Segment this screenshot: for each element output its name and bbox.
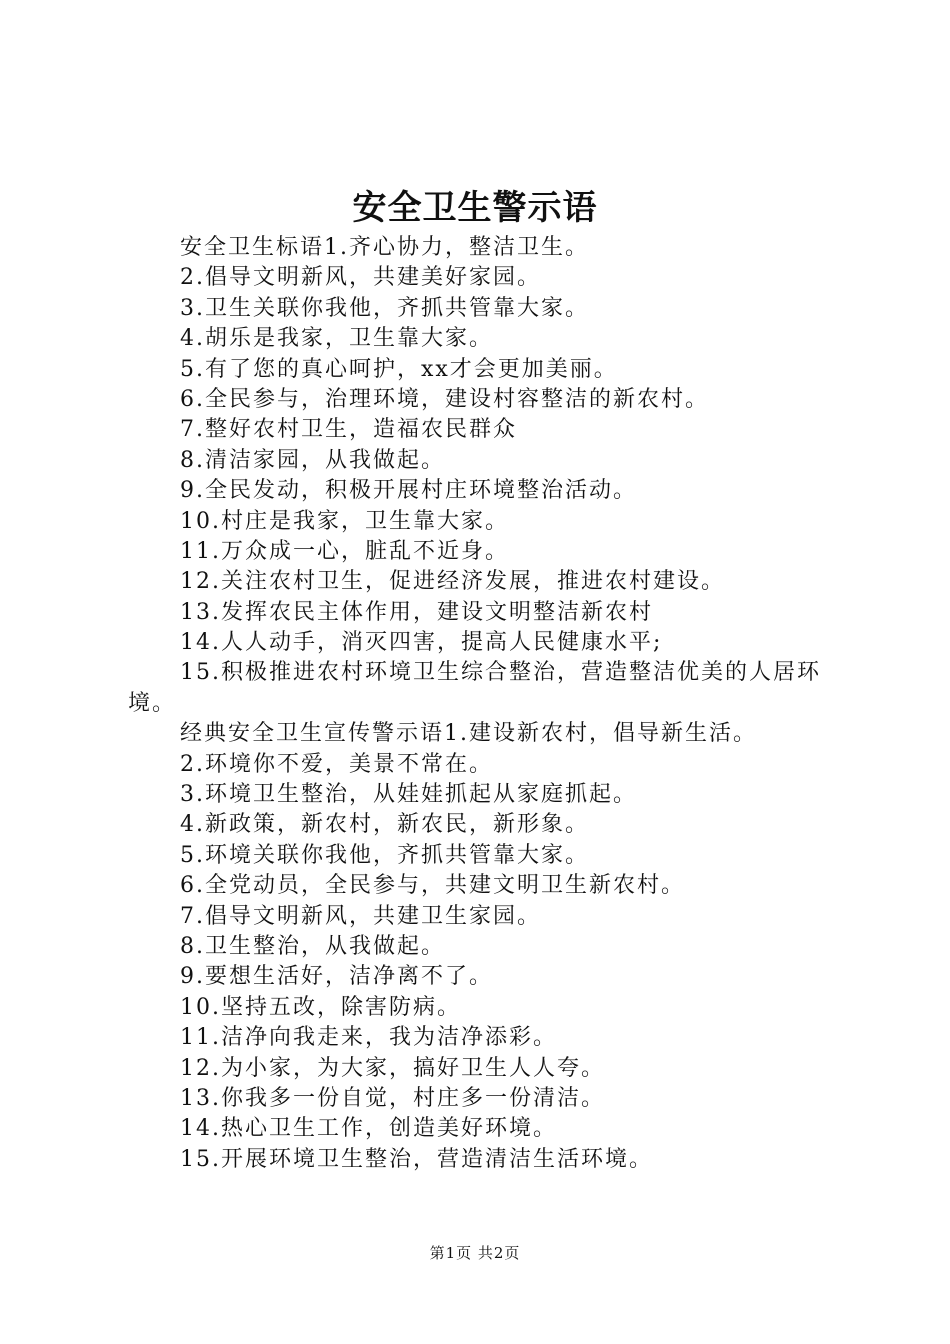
text-line: 7.整好农村卫生，造福农民群众 <box>180 417 517 443</box>
text-line: 安全卫生标语1.齐心协力，整洁卫生。 <box>180 235 589 260</box>
text-line: 9.要想生活好，洁净离不了。 <box>180 964 493 990</box>
text-line: 15.积极推进农村环境卫生综合整治，营造整洁优美的人居环境。 <box>128 660 821 716</box>
page-title: 安全卫生警示语 <box>352 188 598 228</box>
text-line: 6.全党动员，全民参与，共建文明卫生新农村。 <box>180 873 685 899</box>
text-line: 2.倡导文明新风，共建美好家园。 <box>180 265 541 291</box>
page-footer: 第1页 共2页 <box>429 1244 521 1262</box>
text-line: 3.卫生关联你我他，齐抓共管靠大家。 <box>180 295 589 321</box>
text-line: 8.卫生整治，从我做起。 <box>180 934 445 960</box>
text-line: 12.为小家，为大家，搞好卫生人人夸。 <box>180 1055 605 1081</box>
text-line: 经典安全卫生宣传警示语1.建设新农村，倡导新生活。 <box>180 721 757 747</box>
text-line: 5.环境关联你我他，齐抓共管靠大家。 <box>180 842 589 868</box>
text-line: 10.村庄是我家，卫生靠大家。 <box>180 508 509 534</box>
text-line: 14.人人动手，消灭四害，提高人民健康水平; <box>180 630 663 656</box>
text-line: 5.有了您的真心呵护，xx才会更加美丽。 <box>180 356 618 382</box>
text-line: 13.发挥农民主体作用，建设文明整洁新农村 <box>180 599 653 625</box>
text-line: 9.全民发动，积极开展村庄环境整治活动。 <box>180 478 637 504</box>
text-line: 4.新政策，新农村，新农民，新形象。 <box>180 812 589 838</box>
text-line: 8.清洁家园，从我做起。 <box>180 447 445 473</box>
text-line: 2.环境你不爱，美景不常在。 <box>180 751 493 777</box>
text-line: 14.热心卫生工作，创造美好环境。 <box>180 1116 557 1142</box>
text-line: 3.环境卫生整治，从娃娃抓起从家庭抓起。 <box>180 782 637 808</box>
text-line: 15.开展环境卫生整治，营造清洁生活环境。 <box>180 1146 653 1172</box>
document-body <box>128 233 838 1175</box>
text-line: 6.全民参与，治理环境，建设村容整洁的新农村。 <box>180 386 709 412</box>
text-line: 11.洁净向我走来，我为洁净添彩。 <box>180 1025 557 1051</box>
text-line: 4.胡乐是我家，卫生靠大家。 <box>180 326 493 352</box>
text-line: 12.关注农村卫生，促进经济发展，推进农村建设。 <box>180 569 725 595</box>
text-line: 7.倡导文明新风，共建卫生家园。 <box>180 903 541 929</box>
text-line: 10.坚持五改，除害防病。 <box>180 994 461 1020</box>
text-line: 13.你我多一份自觉，村庄多一份清洁。 <box>180 1085 605 1111</box>
text-line: 11.万众成一心，脏乱不近身。 <box>180 538 509 564</box>
